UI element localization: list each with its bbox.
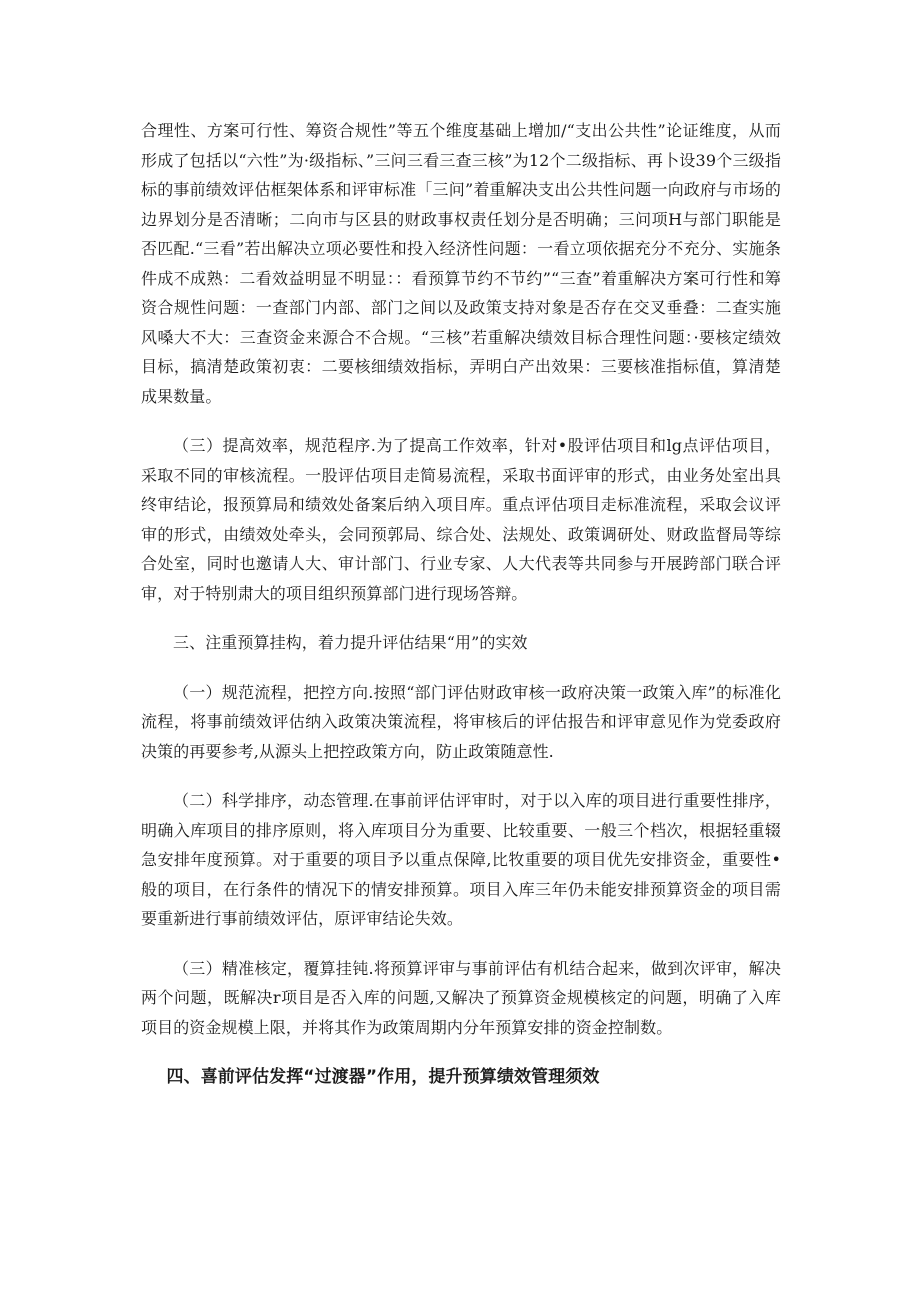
- document-body: [141, 116, 781, 1092]
- paragraph-standardize-process: （一）规范流程，把控方向.按照“部门评估财政审核一政府决策一政策入库”的标准化流程，将事前绩效评估纳入政策决策流程，将审核后的评估报告和评审意见作为党委政府决策的再要参考,从源头上把控政策方向，防止政策随意性.: [141, 682, 781, 761]
- paragraph-precise-verification: （三）精准核定，覆算挂钝.将预算评审与事前评估有机结合起来，做到次评审，解决两个问题，既解决r项目是否入库的问题,又解决了预算资金规模核定的问题，明确了入库项目的资金规模上限，并将其作为政策周期内分年预算安排的资金控制数。: [141, 958, 781, 1037]
- section-heading-3: 三、注重预算挂构，着力提升评估结果“用”的实效: [173, 633, 528, 652]
- paragraph-evaluation-framework: 合理性、方案可行性、筹资合规性”等五个维度基础上增加/“支出公共性”论证维度，从而形成了包括以“六性”为·级指标、”三问三看三查三核”为12个二级指标、再卜设39个三级指标的事前绩效评估框架体系和评审标准「三问”着重解决支出公共性问题一向政府与市场的边界划分是否清晰；二向市与区县的财政事权责任划分是否明确；三问项H与部门职能是否匹配.“三看”若出解决立项必要性和投入经济性问题：一看立项依据充分不充分、实施条件成不成熟：二看效益明显不明显：：看预算节约不节约”“三查”着重解决方案可行性和筹资合规性问题：一查部门内部、部门之间以及政策支持对象是否存在交叉垂叠：二查实施风嗓大不大：三查资金来源合不合规。“三核”若重解决绩效目标合理性问题：·要核定绩效目标，搞清楚政策初衷：二要核细绩效指标，弄明白产出效果：三要核准指标值，算清楚成果数量。: [141, 121, 781, 406]
- paragraph-improve-efficiency: （三）提高效率，规范程序.为了提高工作效率，针对•股评估项目和lg点评估项目，采取不同的审核流程。一股评估项目走简易流程，采取书面评审的形式，由业务处室出具终审结论，报预算局和绩效处备案后纳入项目库。重点评估项目走标准流程，采取会议评审的形式，由绩效处牵头，会同预郭局、综合处、法规处、政策调研处、财政监督局等综合处室，同时也邀请人大、审计部门、行业专家、人大代表等共同参与开展跨部门联合评审，对于特别肃大的项目组织预算部门进行现场答辩。: [141, 436, 781, 603]
- section-heading-4: 四、喜前评估发挥“过渡器”作用，提升预算绩效管理须效: [166, 1067, 600, 1087]
- paragraph-scientific-ranking: （二）科学排序，动态管理.在事前评估评审时，对于以入库的项目进行重要性排序，明确入库项目的排序原则，将入库项目分为重要、比较重要、一般三个档次，根据轻重辍急安排年度预算。对于重要的项目予以重点保障,比牧重要的项目优先安排资金，重要性•般的项目，在行条件的情况下的情安排预算。项目入库三年仍未能安排预算资金的项目需要重新进行事前绩效评估，原评审结论失效。: [141, 791, 781, 928]
